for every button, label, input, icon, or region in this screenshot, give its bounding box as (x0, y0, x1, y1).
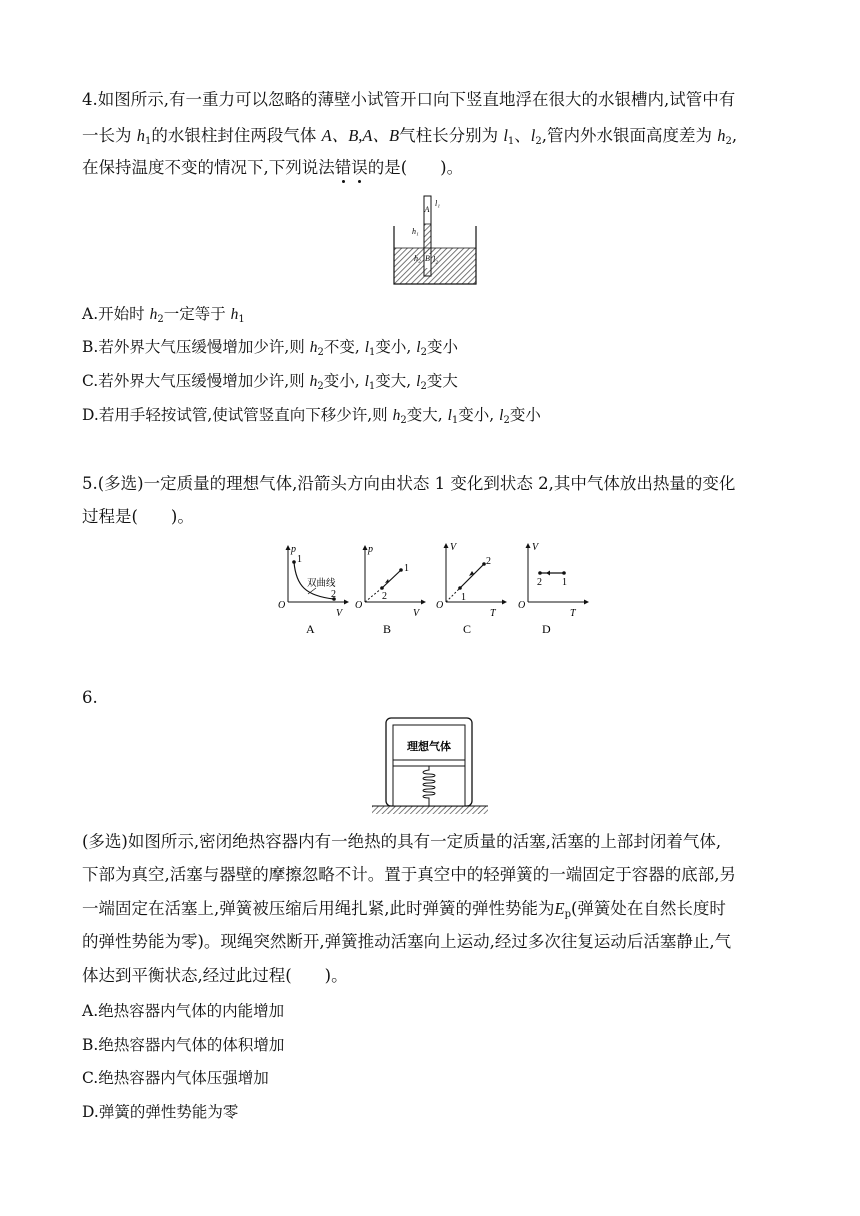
graph-d-point-1: 1 (562, 577, 567, 588)
fig-label-l2: l₂ (433, 255, 439, 264)
q6-option-a: A.绝热容器内气体的内能增加 (82, 1002, 285, 1020)
emphasis-char: 误 (351, 158, 368, 177)
graph-b-xlabel: V (413, 608, 420, 619)
q5-graph-b (355, 542, 427, 638)
q5-line-2: 过程是( )。 (82, 507, 194, 526)
q6-line-1: (多选)如图所示,密闭绝热容器内有一绝热的具有一定质量的活塞,活塞的上部封闭着气体, (82, 832, 722, 851)
graph-d-xlabel: T (570, 608, 576, 619)
mercury-trough-fill (394, 248, 476, 284)
piston (393, 760, 465, 766)
q4-figure (380, 190, 490, 290)
graph-d-caption: D (542, 622, 551, 636)
q5-graph-d (518, 540, 590, 638)
q6-line-3: 一端固定在活塞上,弹簧被压缩后用绳扎紧,此时弹簧的弹性势能为$E_p$(弹簧处在自然长度时 (82, 899, 726, 920)
graph-a-ylabel: p (291, 544, 296, 555)
tube-mercury-column (424, 224, 431, 254)
q4-line-1: 4.如图所示,有一重力可以忽略的薄壁小试管开口向下竖直地浮在很大的水银槽内,试管中有 (82, 90, 736, 109)
graph-a-xlabel: V (336, 608, 343, 619)
graph-d-point-2: 2 (537, 577, 542, 588)
fig-label-l1: l₁ (435, 199, 441, 208)
graph-c-ylabel: V (450, 542, 457, 553)
q5-number: 5. (82, 474, 98, 493)
q4-option-a: A.开始时 $h_2$一定等于 $h_1$ (82, 305, 245, 325)
graph-c-origin: O (436, 600, 444, 611)
q5-line-1: 5.(多选)一定质量的理想气体,沿箭头方向由状态 1 变化到状态 2,其中气体放出热量的变化 (82, 474, 736, 493)
graph-c-point-1: 1 (461, 592, 466, 603)
q5-graph-a (278, 542, 350, 638)
fig-label-B: B (425, 254, 430, 263)
graph-b-origin: O (355, 600, 363, 611)
graph-a-curve-label: 双曲线 (307, 579, 336, 589)
q6-line-5: 体达到平衡状态,经过此过程( )。 (82, 966, 348, 985)
q4-option-d: D.若用手轻按试管,使试管竖直向下移少许,则 $h_2$变大, $l_1$变小, $l_2$变小 (82, 406, 541, 426)
q4-number: 4. (82, 90, 98, 109)
q6-figure (372, 716, 488, 816)
q6-line-4: 的弹性势能为零)。现绳突然断开,弹簧推动活塞向上运动,经过多次往复运动后活塞静止,气 (82, 932, 732, 951)
graph-d-origin: O (518, 600, 526, 611)
q5-graph-c (436, 540, 508, 638)
graph-a-origin: O (278, 600, 286, 611)
graph-b-caption: B (383, 622, 392, 636)
graph-b-point-1: 1 (404, 563, 409, 574)
fig-label-h1: h₁ (412, 227, 419, 236)
graph-a-point-2: 2 (331, 589, 336, 600)
q6-line-2: 下部为真空,活塞与器壁的摩擦忽略不计。置于真空中的轻弹簧的一端固定于容器的底部,另 (82, 865, 736, 884)
q6-option-b: B.绝热容器内气体的体积增加 (82, 1036, 285, 1054)
graph-b-point-2: 2 (382, 591, 387, 602)
ground (372, 806, 488, 814)
graph-c-caption: C (463, 622, 472, 636)
gas-label: 理想气体 (407, 741, 451, 753)
q4-option-c: C.若外界大气压缓慢增加少许,则 $h_2$变小, $l_1$变大, $l_2$变大 (82, 372, 458, 392)
graph-b-ylabel: p (368, 544, 373, 555)
q4-option-b: B.若外界大气压缓慢增加少许,则 $h_2$不变, $l_1$变小, $l_2$变小 (82, 338, 458, 358)
emphasis-char: 错 (334, 158, 352, 177)
fig-label-h2: h₂ (414, 254, 421, 263)
q4-line-2: 一长为 $h_1$的水银柱封住两段气体 A、B,A、B气柱长分别为 $l_1$、$l_2$,管内外水银面高度差为 $h_2$, (82, 126, 738, 147)
graph-c-xlabel: T (490, 608, 496, 619)
graph-a-caption: A (306, 622, 315, 636)
q6-option-d: D.弹簧的弹性势能为零 (82, 1103, 239, 1121)
q6-number: 6. (82, 688, 98, 707)
q4-line-3: 在保持温度不变的情况下,下列说法错误的是( )。 (82, 158, 464, 177)
fig-label-A: A (424, 205, 430, 214)
graph-c-point-2: 2 (486, 556, 491, 567)
q6-option-c: C.绝热容器内气体压强增加 (82, 1069, 269, 1087)
graph-d-ylabel: V (532, 542, 539, 553)
graph-a-point-1: 1 (297, 554, 302, 565)
